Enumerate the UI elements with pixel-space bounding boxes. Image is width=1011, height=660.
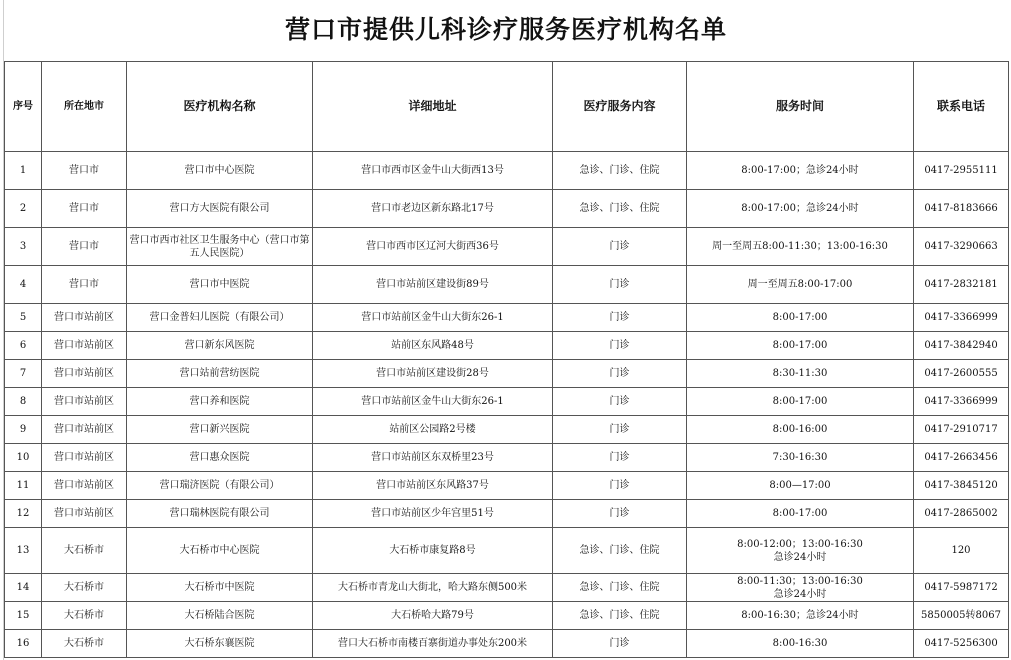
cell-city: 营口市 [42, 228, 127, 266]
cell-service: 急诊、门诊、住院 [553, 574, 687, 602]
cell-no: 7 [5, 360, 42, 388]
table-row [5, 190, 1009, 228]
cell-service: 门诊 [553, 332, 687, 360]
cell-phone: 0417-3842940 [914, 332, 1009, 360]
table-row [5, 528, 1009, 574]
cell-city: 大石桥市 [42, 602, 127, 630]
table-header-row [5, 62, 1009, 152]
column-header: 服务时间 [687, 62, 914, 152]
cell-phone: 0417-2865002 [914, 500, 1009, 528]
table-row [5, 228, 1009, 266]
cell-service: 急诊、门诊、住院 [553, 152, 687, 190]
cell-address: 营口市站前区金牛山大街东26-1 [313, 304, 553, 332]
cell-service: 门诊 [553, 304, 687, 332]
cell-address: 营口市站前区金牛山大街东26-1 [313, 388, 553, 416]
cell-no: 1 [5, 152, 42, 190]
cell-city: 营口市站前区 [42, 388, 127, 416]
table-row [5, 630, 1009, 658]
cell-city: 大石桥市 [42, 574, 127, 602]
cell-city: 营口市 [42, 266, 127, 304]
hospital-table [4, 61, 1009, 658]
cell-address: 大石桥市青龙山大街北，哈大路东侧500米 [313, 574, 553, 602]
cell-no: 3 [5, 228, 42, 266]
table-row [5, 388, 1009, 416]
cell-phone: 0417-2663456 [914, 444, 1009, 472]
table-body [5, 152, 1009, 658]
cell-time: 周一至周五8:00-11:30；13:00-16:30 [687, 228, 914, 266]
cell-address: 站前区东风路48号 [313, 332, 553, 360]
column-header: 详细地址 [313, 62, 553, 152]
cell-address: 大石桥哈大路79号 [313, 602, 553, 630]
cell-service: 门诊 [553, 472, 687, 500]
cell-address: 营口大石桥市南楼百寨街道办事处东200米 [313, 630, 553, 658]
cell-name: 大石桥市中医院 [127, 574, 313, 602]
cell-name: 营口瑞林医院有限公司 [127, 500, 313, 528]
cell-address: 营口市西市区金牛山大街西13号 [313, 152, 553, 190]
cell-service: 门诊 [553, 630, 687, 658]
cell-name: 营口站前营纺医院 [127, 360, 313, 388]
cell-phone: 0417-3290663 [914, 228, 1009, 266]
column-header: 医疗服务内容 [553, 62, 687, 152]
table-row [5, 574, 1009, 602]
cell-service: 门诊 [553, 266, 687, 304]
cell-service: 门诊 [553, 388, 687, 416]
cell-phone: 0417-5987172 [914, 574, 1009, 602]
cell-phone: 0417-2955111 [914, 152, 1009, 190]
cell-phone: 0417-5256300 [914, 630, 1009, 658]
cell-phone: 0417-3366999 [914, 304, 1009, 332]
cell-time: 7:30-16:30 [687, 444, 914, 472]
cell-city: 营口市站前区 [42, 500, 127, 528]
cell-service: 门诊 [553, 444, 687, 472]
cell-no: 15 [5, 602, 42, 630]
cell-no: 13 [5, 528, 42, 574]
cell-name: 大石桥市中心医院 [127, 528, 313, 574]
cell-time: 8:00—17:00 [687, 472, 914, 500]
cell-name: 营口新兴医院 [127, 416, 313, 444]
cell-no: 14 [5, 574, 42, 602]
cell-no: 2 [5, 190, 42, 228]
cell-time: 8:00-17:00 [687, 332, 914, 360]
cell-service: 门诊 [553, 500, 687, 528]
cell-name: 营口市中医院 [127, 266, 313, 304]
cell-service: 急诊、门诊、住院 [553, 602, 687, 630]
cell-phone: 0417-3366999 [914, 388, 1009, 416]
cell-city: 营口市站前区 [42, 304, 127, 332]
cell-phone: 0417-2600555 [914, 360, 1009, 388]
cell-no: 5 [5, 304, 42, 332]
cell-time: 8:30-11:30 [687, 360, 914, 388]
cell-name: 大石桥陆合医院 [127, 602, 313, 630]
cell-city: 营口市 [42, 152, 127, 190]
cell-no: 9 [5, 416, 42, 444]
cell-time: 8:00-16:00 [687, 416, 914, 444]
cell-no: 8 [5, 388, 42, 416]
cell-name: 营口金普妇儿医院（有限公司） [127, 304, 313, 332]
cell-time: 周一至周五8:00-17:00 [687, 266, 914, 304]
cell-address: 营口市站前区少年宫里51号 [313, 500, 553, 528]
cell-address: 大石桥市康复路8号 [313, 528, 553, 574]
spreadsheet-sheet [3, 0, 1008, 660]
cell-address: 站前区公园路2号楼 [313, 416, 553, 444]
cell-service: 门诊 [553, 416, 687, 444]
cell-city: 营口市站前区 [42, 416, 127, 444]
cell-time: 8:00-17:00 [687, 304, 914, 332]
table-row [5, 500, 1009, 528]
column-header: 医疗机构名称 [127, 62, 313, 152]
cell-no: 10 [5, 444, 42, 472]
cell-address: 营口市西市区辽河大街西36号 [313, 228, 553, 266]
column-header: 联系电话 [914, 62, 1009, 152]
table-row [5, 360, 1009, 388]
table-row [5, 602, 1009, 630]
cell-name: 营口新东风医院 [127, 332, 313, 360]
cell-time: 8:00-17:00 [687, 388, 914, 416]
cell-city: 营口市站前区 [42, 444, 127, 472]
cell-time: 8:00-11:30；13:00-16:30 急诊24小时 [687, 574, 914, 602]
cell-time: 8:00-17:00；急诊24小时 [687, 152, 914, 190]
cell-address: 营口市站前区建设街28号 [313, 360, 553, 388]
cell-service: 门诊 [553, 360, 687, 388]
cell-name: 营口市西市社区卫生服务中心（营口市第五人民医院） [127, 228, 313, 266]
cell-city: 营口市站前区 [42, 332, 127, 360]
cell-city: 营口市站前区 [42, 360, 127, 388]
cell-address: 营口市老边区新东路北17号 [313, 190, 553, 228]
table-row [5, 332, 1009, 360]
cell-phone: 0417-2832181 [914, 266, 1009, 304]
cell-address: 营口市站前区建设街89号 [313, 266, 553, 304]
cell-city: 营口市站前区 [42, 472, 127, 500]
cell-address: 营口市站前区东双桥里23号 [313, 444, 553, 472]
cell-address: 营口市站前区东风路37号 [313, 472, 553, 500]
column-header: 所在地市 [42, 62, 127, 152]
cell-service: 急诊、门诊、住院 [553, 528, 687, 574]
cell-city: 大石桥市 [42, 528, 127, 574]
page-title: 营口市提供儿科诊疗服务医疗机构名单 [284, 15, 727, 44]
table-row [5, 416, 1009, 444]
cell-phone: 5850005转8067 [914, 602, 1009, 630]
cell-name: 营口养和医院 [127, 388, 313, 416]
column-header: 序号 [5, 62, 42, 152]
cell-no: 11 [5, 472, 42, 500]
cell-phone: 120 [914, 528, 1009, 574]
table-row [5, 152, 1009, 190]
table-row [5, 472, 1009, 500]
cell-time: 8:00-12:00；13:00-16:30 急诊24小时 [687, 528, 914, 574]
cell-city: 营口市 [42, 190, 127, 228]
cell-no: 6 [5, 332, 42, 360]
cell-no: 12 [5, 500, 42, 528]
table-row [5, 266, 1009, 304]
cell-phone: 0417-2910717 [914, 416, 1009, 444]
cell-city: 大石桥市 [42, 630, 127, 658]
cell-time: 8:00-17:00；急诊24小时 [687, 190, 914, 228]
cell-phone: 0417-3845120 [914, 472, 1009, 500]
table-row [5, 444, 1009, 472]
cell-name: 营口惠众医院 [127, 444, 313, 472]
cell-service: 急诊、门诊、住院 [553, 190, 687, 228]
cell-name: 营口瑞济医院（有限公司） [127, 472, 313, 500]
cell-service: 门诊 [553, 228, 687, 266]
cell-phone: 0417-8183666 [914, 190, 1009, 228]
cell-name: 营口市中心医院 [127, 152, 313, 190]
cell-no: 4 [5, 266, 42, 304]
cell-name: 大石桥东襄医院 [127, 630, 313, 658]
cell-time: 8:00-16:30 [687, 630, 914, 658]
table-row [5, 304, 1009, 332]
cell-no: 16 [5, 630, 42, 658]
cell-time: 8:00-17:00 [687, 500, 914, 528]
cell-name: 营口方大医院有限公司 [127, 190, 313, 228]
cell-time: 8:00-16:30；急诊24小时 [687, 602, 914, 630]
